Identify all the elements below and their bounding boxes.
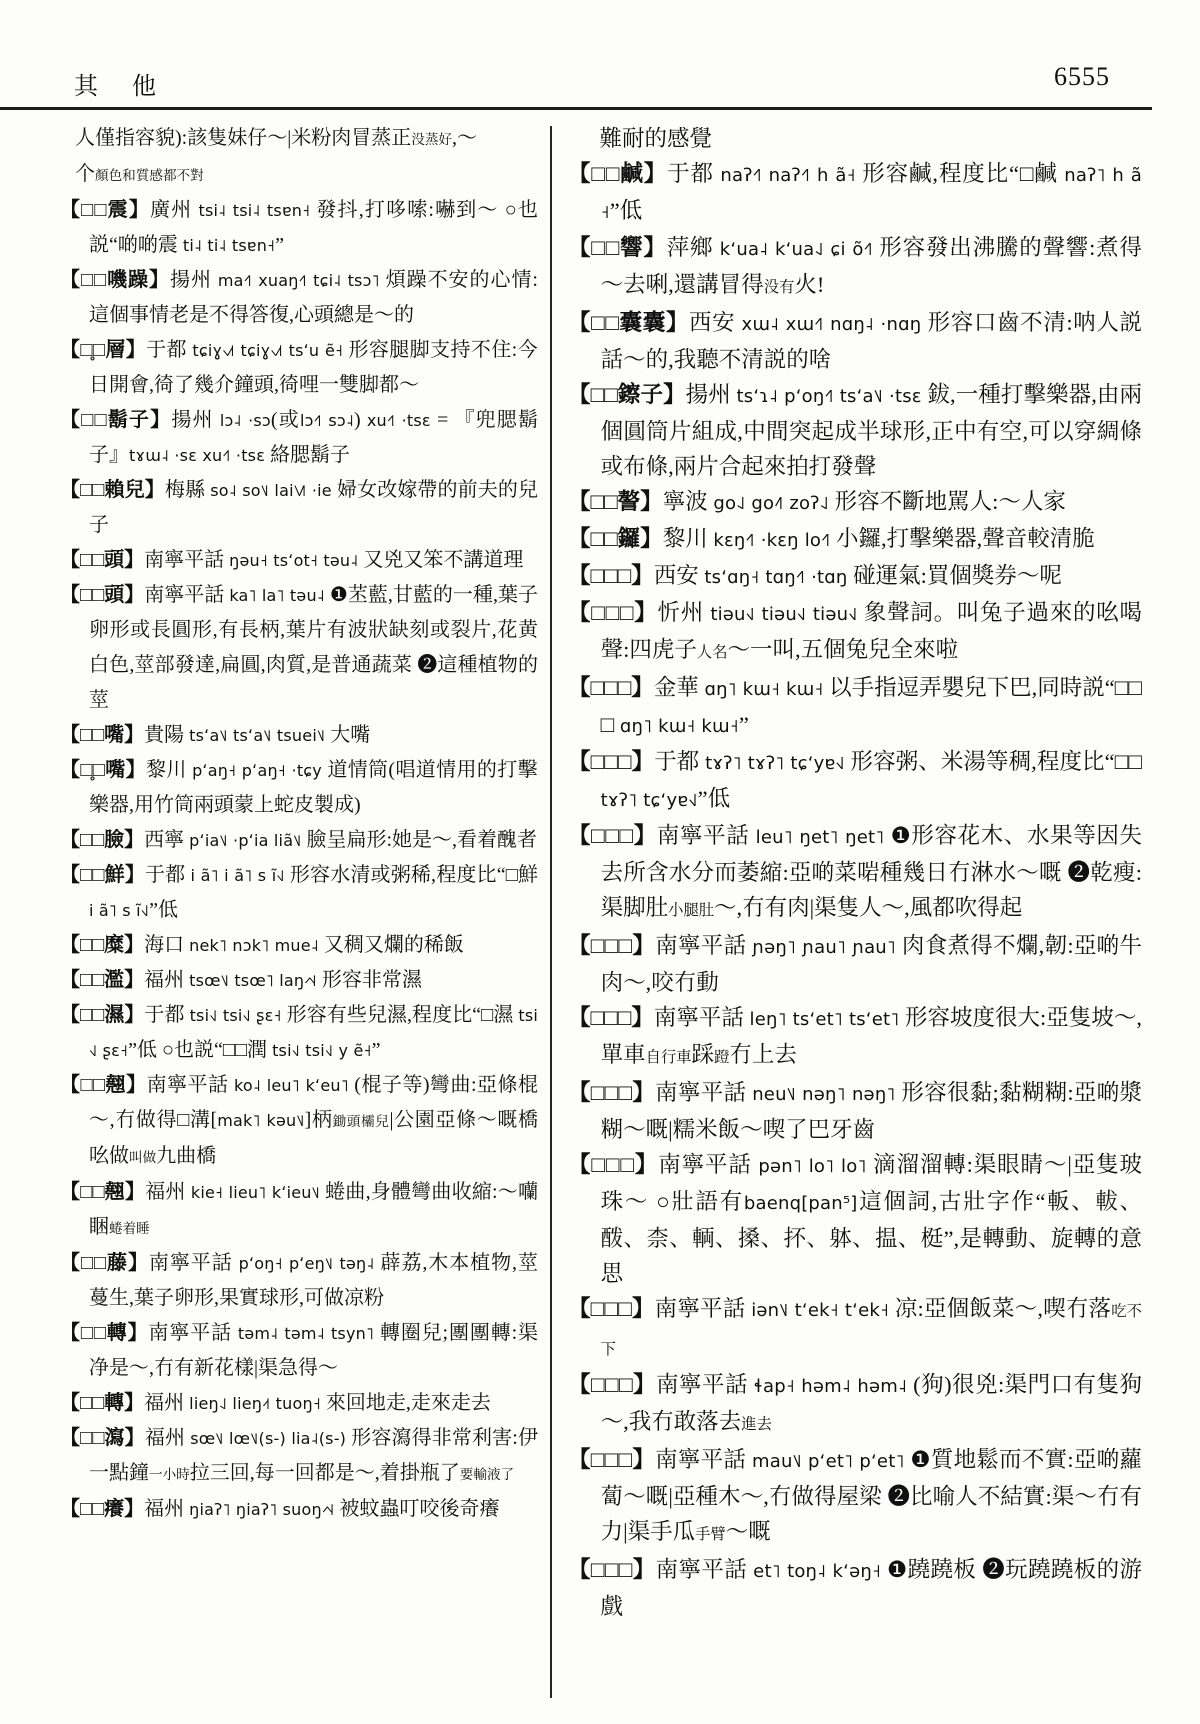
ipa-transcription: pʻia˥˩ ·pʻia liã˥˩ [189, 831, 302, 850]
entry-headword: 【□□□】 [568, 1557, 656, 1582]
ipa-transcription: tsi˨ tsi˨ tsɐn˧ [198, 201, 311, 220]
ipa-transcription: tsi˧˩ tsi˧˩ y ẽ˧ [272, 1041, 372, 1060]
entry-headword: 【□□賴兒】 [60, 479, 165, 501]
entry-headword: 【□□糜】 [60, 934, 145, 956]
dictionary-entry [60, 1492, 538, 1527]
continuation-paragraph [568, 121, 1142, 156]
entry-text: 肉食煮得不爛,韌:亞啲牛肉～,咬冇動 [600, 933, 1142, 995]
entry-text: 揚州 [171, 409, 220, 431]
ipa-transcription: pən˥ lo˥ lo˥ [758, 1156, 867, 1177]
entry-text: ❶苤藍,甘藍的一種,葉子卵形或長圓形,有長柄,葉片有波狀缺刻或裂片,花黄白色,莖部發達,扁圓,肉質,是普通蔬菜 ❷這種植物的莖 [89, 584, 538, 711]
dictionary-entry [568, 1075, 1142, 1147]
left-column [60, 121, 538, 1527]
entry-text: 黎川 [662, 526, 714, 551]
entry-text: 南寧平話 [656, 823, 756, 848]
entry-headword: 【□□鑼】 [568, 526, 663, 551]
right-column [568, 121, 1142, 1624]
entry-text: 黎川 [145, 759, 193, 781]
entry-text: 蜷曲,身體彎曲收縮:～囒睏 [89, 1181, 539, 1238]
ipa-transcription: pʻaŋ˧ pʻaŋ˧ ·tɕy [192, 761, 322, 780]
entry-text: ❶蹺蹺板 ❷玩蹺蹺板的游戲 [600, 1557, 1142, 1619]
dictionary-entry [60, 263, 538, 333]
entry-text: 南寧平話 [655, 1447, 753, 1472]
entry-text: ”低 ○也説“□□潤 [128, 1039, 273, 1061]
entry-headword: 【□̥□層】 [60, 339, 147, 361]
entry-headword: 【□□□】 [568, 1296, 655, 1321]
entry-headword: 【□□□】 [568, 1005, 654, 1030]
entry-headword: 【□□□】 [568, 1080, 656, 1105]
entry-headword: 【□□□】 [568, 1152, 659, 1177]
small-gloss: 没有 [763, 279, 795, 296]
dictionary-entry [60, 193, 538, 263]
ipa-transcription: tɤʔ˥ tɤʔ˥ tɕʻyɐ˧˩ [705, 753, 845, 774]
entry-text: 揚州 [169, 269, 218, 291]
entry-text: 碰運氣:買個獎券～呢 [847, 563, 1062, 588]
dictionary-entry [568, 1147, 1142, 1291]
dictionary-entry [568, 1552, 1142, 1624]
entry-headword: 【□□翹】 [60, 1181, 146, 1203]
entry-text: ” [275, 234, 285, 256]
ipa-transcription: tsʻa˥˩ tsʻa˥˩ tsuei˥˩ [189, 726, 326, 745]
entry-headword: 【□□頭】 [60, 549, 145, 571]
entry-headword: 【□□□】 [568, 675, 654, 700]
entry-text: = 『兜腮鬍子』 [89, 409, 538, 466]
ipa-transcription: xu˧˥ ·tsɛ [366, 411, 431, 430]
ipa-transcription: ŋiaʔ˥ ŋiaʔ˥ suoŋ˨˦˨ [189, 1500, 335, 1519]
column-divider [550, 126, 552, 1698]
ipa-transcription: tsœ˥˩ tsœ˥ laŋ˨˦˨ [189, 971, 317, 990]
ipa-transcription: i ã˥ s ĩ˧˩ [89, 901, 150, 920]
entry-headword: 【□□瀉】 [60, 1427, 145, 1449]
dictionary-entry [568, 1367, 1142, 1442]
ipa-transcription: lieŋ˨˩ lieŋ˨˦ tuoŋ˧ [189, 1394, 321, 1413]
entry-text: ,～ [452, 127, 478, 149]
entry-headword: 【□□轉】 [60, 1322, 149, 1344]
entry-text: 這個詞,古壯字作“䡊、軷、酦、柰、輌、搡、抔、躰、揾、梃”,是轉動、旋轉的意思 [600, 1189, 1142, 1286]
entry-text: 形容腿脚支持不住:今日開會,徛了幾介鐘頭,徛哩一雙脚都～ [89, 339, 539, 396]
dictionary-entry [568, 305, 1142, 377]
header-rule [0, 107, 1152, 110]
dictionary-entry [60, 1175, 538, 1246]
small-gloss: 叫做 [129, 1150, 157, 1165]
entry-text: 南寧平話 [654, 1296, 752, 1321]
ipa-transcription: təm˨ təm˨ tsyn˥ [237, 1324, 375, 1343]
entry-text: 火! [794, 272, 825, 297]
dictionary-entry [568, 1000, 1142, 1075]
entry-text: 南寧平話 [653, 1005, 750, 1030]
entry-text: 形容非常濕 [316, 969, 422, 991]
entry-text: 貴陽 [144, 724, 190, 746]
small-gloss: 鋤頭欛兒 [332, 1114, 390, 1129]
entry-text: 于都 [145, 864, 191, 886]
running-header-section-title: 其 他 [74, 74, 170, 100]
entry-text: ❶質地鬆而不實:亞啲蘿蔔～嘅|亞種木～,冇做得屋梁 ❷比喻人不結實:渠～冇有力|渠手瓜 [600, 1447, 1142, 1544]
entry-text: 大嘴 [325, 724, 371, 746]
dictionary-entry [60, 1246, 538, 1316]
entry-text: 小鑼,打擊樂器,聲音較清脆 [830, 526, 1095, 551]
dictionary-entry [568, 744, 1142, 818]
entry-headword: 【□□翹】 [60, 1074, 147, 1096]
entry-headword: 【□□□】 [568, 563, 654, 588]
ipa-transcription: ko˨ leu˥ kʻeu˥ [233, 1076, 349, 1095]
entry-text: ”低 [697, 786, 731, 811]
entry-text: 鈸,一種打擊樂器,由兩個圓筒片組成,中間突起成半球形,正中有空,可以穿綢條或布條,兩片合起來拍打發聲 [600, 382, 1142, 479]
entry-text: ❶形容花木、水果等因失去所含水分而萎縮:亞啲菜啱種幾日冇淋水～嘅 ❷乾瘦:渠脚肚 [600, 823, 1142, 920]
ipa-transcription: ka˥ la˥ təu˨ [229, 586, 325, 605]
entry-headword: 【□□嘴】 [60, 724, 145, 746]
entry-text: 形容鹹,程度比“□鹹 [855, 161, 1065, 186]
entry-text: 于都 [144, 1004, 190, 1026]
ipa-transcription: so˨ so˥˩ lai˥˩˥ ·ie [210, 481, 332, 500]
entry-text: 九曲橋 [156, 1145, 217, 1167]
entry-text: 形容不斷地駡人:～人家 [828, 489, 1066, 514]
entry-headword: 【□□□】 [568, 749, 655, 774]
entry-headword: 【□□□】 [568, 1372, 657, 1397]
small-gloss: 要輸液了 [459, 1467, 515, 1482]
small-gloss: 一小時 [149, 1467, 190, 1482]
ipa-transcription: kie˧ lieu˥ kʻieu˥˩ [190, 1183, 320, 1202]
small-gloss: 進去 [741, 1416, 772, 1433]
entry-text: 南寧平話 [656, 1372, 755, 1397]
entry-text: 形容口齒不清:呐人説話～的,我聽不清説的啥 [600, 310, 1142, 372]
ipa-transcription: leu˥ ŋet˥ ŋet˥ [755, 827, 885, 848]
entry-text: 人僅指容貌):該隻妹仔～|米粉肉冒蒸正 [75, 127, 412, 149]
dictionary-entry [60, 543, 538, 578]
entry-text: 南寧平話 [146, 1074, 234, 1096]
entry-headword: 【□□□】 [568, 823, 657, 848]
entry-headword: 【□□嘰躁】 [60, 269, 170, 291]
entry-text: 寧波 [662, 489, 714, 514]
entry-text: 難耐的感覺 [599, 126, 713, 151]
small-gloss: 顏色和質感都不對 [95, 168, 204, 183]
entry-headword: 【□̥□嘴】 [60, 759, 146, 781]
small-gloss: 蹬 [714, 1049, 730, 1066]
small-gloss: 人名 [696, 644, 728, 661]
entry-text: 象聲詞。叫兔子過來的吆喝聲:四虎子 [600, 600, 1142, 662]
continuation-paragraph [60, 121, 538, 157]
ipa-transcription: lɔ˨ ·sɔ [219, 411, 271, 430]
entry-text: ～一叫,五個兔兒全來啦 [727, 637, 959, 662]
ipa-transcription: naʔ˧˥ naʔ˧˥ h ã˧ [720, 165, 856, 186]
entry-text: 凉:亞個飯菜～,喫冇落 [889, 1296, 1112, 1321]
entry-text: 形容發出沸騰的聲響:煮得～去唎,還講冒得 [600, 235, 1142, 297]
entry-text: ” [738, 712, 749, 737]
dictionary-entry [60, 753, 538, 823]
entry-text: 于都 [654, 749, 706, 774]
entry-headword: 【□□濕】 [60, 1004, 145, 1026]
entry-headword: 【□□頭】 [60, 584, 145, 606]
entry-text: 西寧 [144, 829, 190, 851]
entry-text: 形容瀉得非常利害:伊一點鐘 [89, 1427, 538, 1484]
entry-text: 轉圈兒;團團轉:渠净是～,冇有新花樣|渠急得～ [89, 1322, 539, 1379]
ipa-transcription: kʻua˨ kʻua˨˩ ɕi õ˧˥ [719, 239, 873, 260]
entry-text: ～,冇有肉|渠隻人～,風都吹得起 [714, 895, 1023, 920]
dictionary-entry [60, 578, 538, 718]
entry-text: 个 [75, 163, 95, 185]
dictionary-entry [568, 1291, 1142, 1367]
entry-text: 福州 [145, 1181, 191, 1203]
entry-text: ”低 [609, 198, 643, 223]
dictionary-entry [60, 963, 538, 998]
entry-text: 形容很黏;黏糊糊:亞啲漿糊～嘅|糯米飯～喫了巴牙齒 [600, 1080, 1142, 1142]
entry-text: 南寧平話 [148, 1252, 239, 1274]
entry-text: 西安 [653, 563, 705, 588]
entry-text: 西安 [688, 310, 742, 335]
ipa-transcription: naʔ˥ h ã˧ [600, 165, 1142, 223]
ipa-transcription: xɯ˨ xɯ˧˥ nɑŋ˨ ·nɑŋ [741, 314, 922, 335]
dictionary-entry [568, 670, 1142, 744]
entry-text: 南寧平話 [144, 584, 230, 606]
ipa-transcription: ŋəu˧ tsʻot˧ təu˨ [229, 551, 359, 570]
ipa-transcription: sœ˥˩ lœ˥˩(s-) lia˨(s-) [190, 1429, 347, 1448]
entry-text: 福州 [144, 1498, 190, 1520]
entry-text: 又稠又爛的稀飯 [318, 934, 464, 956]
entry-text: (或 [270, 409, 300, 431]
entry-headword: 【□□□】 [568, 1447, 656, 1472]
ipa-transcription: i ã˥ i ã˥ s ĩ˧˩ [190, 866, 285, 885]
entry-text: 南寧平話 [148, 1322, 238, 1344]
entry-text: 南寧平話 [655, 1080, 753, 1105]
small-gloss: 手臂 [695, 1526, 726, 1543]
dictionary-entry [568, 818, 1142, 928]
entry-text: 南寧平話 [655, 1557, 754, 1582]
entry-text: 絡腮鬍子 [265, 444, 351, 466]
entry-text: 婦女改嫁帶的前夫的兒子 [89, 479, 538, 536]
entry-headword: 【□□鮮】 [60, 864, 145, 886]
dictionary-entry [568, 521, 1142, 558]
ipa-transcription: mak˥ kəu˥˩ [217, 1111, 305, 1130]
entry-text: 忻州 [657, 600, 711, 625]
dictionary-entry [60, 333, 538, 403]
entry-text: 梅縣 [164, 479, 211, 501]
entry-headword: 【□□囊囊】 [568, 310, 689, 335]
ipa-transcription: tsʻɑŋ˧ tɑŋ˧˥ ·tɑŋ [704, 567, 848, 588]
entry-text: ” [371, 1039, 381, 1061]
ipa-transcription: nek˥ nɔk˥ mue˨ [189, 936, 319, 955]
entry-text: 形容粥、米湯等稠,程度比“□□ [844, 749, 1142, 774]
entry-headword: 【□□癢】 [60, 1498, 145, 1520]
ipa-transcription: lɔ˧˥ sɔ˨ [299, 411, 354, 430]
entry-text: 南寧平話 [144, 549, 230, 571]
dictionary-entry [568, 928, 1142, 1000]
entry-headword: 【□□□】 [568, 600, 658, 625]
dictionary-entry [60, 1421, 538, 1492]
ipa-transcription: et˥ toŋ˨ kʻəŋ˧ [753, 1561, 882, 1582]
entry-headword: 【□□濫】 [60, 969, 145, 991]
entry-text: 又兇又笨不講道理 [358, 549, 524, 571]
entry-text: 海口 [144, 934, 190, 956]
dictionary-entry [60, 823, 538, 858]
entry-text: 來回地走,走來走去 [320, 1392, 491, 1414]
entry-text: 南寧平話 [658, 1152, 759, 1177]
ipa-transcription: mau˥˩ pʻet˥ pʻet˥ [752, 1451, 905, 1472]
small-gloss: 自行車 [645, 1049, 692, 1066]
entry-headword: 【□□轉】 [60, 1392, 145, 1414]
dictionary-entry [568, 1442, 1142, 1552]
ipa-transcription: tsʻɿ˨ pʻoŋ˧˥ tsʻa˥˩ ·tsɛ [736, 386, 922, 407]
entry-text: 福州 [144, 1427, 191, 1449]
ipa-transcription: iən˥˩ tʻek˧ tʻek˧ [751, 1300, 890, 1321]
continuation-paragraph [60, 157, 538, 193]
dictionary-entry [568, 230, 1142, 305]
entry-headword: 【□□震】 [60, 199, 151, 221]
entry-text: 廣州 [150, 199, 199, 221]
entry-headword: 【□□藤】 [60, 1252, 149, 1274]
dictionary-entry [60, 1316, 538, 1386]
dictionary-entry [60, 718, 538, 753]
ipa-transcription: tiəu˧˩ tiəu˧˩ tiəu˧˩ [710, 604, 858, 625]
ipa-transcription: ma˧˥ xuaŋ˧˥ tɕi˨ tsɔ˥ [217, 271, 380, 290]
ipa-transcription: ɑŋ˥ kɯ˧ kɯ˧ [619, 716, 739, 737]
dictionary-entry [60, 473, 538, 543]
ipa-transcription: leŋ˥ tsʻet˥ tsʻet˥ [749, 1009, 900, 1030]
entry-text: 被蚊蟲叮咬後奇癢 [334, 1498, 500, 1520]
entry-text: ”低 [149, 899, 178, 921]
entry-text: 福州 [144, 1392, 190, 1414]
dictionary-entry [568, 484, 1142, 521]
entry-text: ～嘅 [725, 1519, 771, 1544]
entry-headword: 【□□□】 [568, 933, 656, 958]
dictionary-entry [60, 1068, 538, 1175]
ipa-transcription: pʻoŋ˧ pʻeŋ˥˩ təŋ˨ [238, 1254, 375, 1273]
entry-text: 發抖,打哆嗦:嚇到～ ○也説“啲啲震 [89, 199, 539, 256]
entry-text: 道情筒(唱道情用的打擊樂器,用竹筒兩頭蒙上蛇皮製成) [89, 759, 538, 816]
small-gloss: 吃不下 [600, 1303, 1142, 1358]
entry-headword: 【□□響】 [568, 235, 667, 260]
ipa-transcription: ɬap˧ həm˨ həm˨ [754, 1376, 908, 1397]
dictionary-entry [60, 858, 538, 928]
ipa-transcription: tsi˧˩ tsi˧˩ ʂɛ˧ [189, 1006, 282, 1025]
entry-text: 拉三回,每一回都是～,着掛瓶了 [189, 1462, 460, 1484]
entry-text: 臉呈扁形:她是～,看着醜者 [301, 829, 538, 851]
entry-text: 南寧平話 [655, 933, 753, 958]
ipa-transcription: neu˥˩ nəŋ˥ nəŋ˥ [752, 1084, 896, 1105]
entry-text: 金華 [653, 675, 705, 700]
entry-text: 形容有些兒濕,程度比“□濕 [281, 1004, 519, 1026]
entry-text: 福州 [144, 969, 190, 991]
dictionary-entry [568, 558, 1142, 595]
entry-headword: 【□□臉】 [60, 829, 145, 851]
ipa-transcription: tɤɯ˨ ·sɛ xu˧˥ ·tsɛ [129, 446, 266, 465]
entry-text: 煩躁不安的心情:這個事情老是不得答復,心頭總是～的 [89, 269, 538, 326]
entry-text: (棍子等)彎曲:亞條棍～,冇做得□溝[ [89, 1074, 538, 1131]
entry-text: |公園亞條～嘅橋吆做 [89, 1109, 538, 1167]
ipa-transcription: tsi˧˩ ʂɛ˧ [89, 1006, 538, 1060]
dictionary-entry [60, 928, 538, 963]
entry-text: 形容水清或粥稀,程度比“□鮮 [284, 864, 538, 886]
ipa-transcription: ɑŋ˥ kɯ˧ kɯ˧ [704, 679, 824, 700]
ipa-transcription: ti˨ ti˨ tsɐn˧ [182, 236, 276, 255]
ipa-transcription: baenq[pan⁵] [743, 1193, 858, 1214]
entry-text: 冇上去 [729, 1042, 797, 1067]
dictionary-entry [568, 595, 1142, 670]
page-number: 6555 [1054, 62, 1110, 91]
entry-text: 形容坡度很大:亞隻坡～,單車 [600, 1005, 1142, 1067]
entry-text: 于都 [667, 161, 721, 186]
dictionary-entry [568, 156, 1142, 230]
entry-text: 以手指逗弄嬰兒下巴,同時説“□□□ [600, 675, 1142, 737]
entry-text: 薜荔,木本植物,莖蔓生,葉子卵形,果實球形,可做凉粉 [89, 1252, 539, 1309]
ipa-transcription: tɤʔ˥ tɕʻyɐ˧˩ [600, 790, 698, 811]
entry-text: (狗)很兇:渠門口有隻狗～,我冇敢落去 [600, 1372, 1142, 1434]
entry-text: ]柄 [304, 1109, 333, 1131]
dictionary-entry [60, 403, 538, 473]
dictionary-entry [60, 1386, 538, 1421]
entry-headword: 【□□鬍子】 [60, 409, 172, 431]
entry-text: 滴溜溜轉:渠眼睛～|亞隻玻珠～ ○壯語有 [600, 1152, 1142, 1214]
entry-headword: 【□□鑔子】 [568, 382, 686, 407]
ipa-transcription: tɕiɣ˧˩˦ tɕiɣ˧˩˦ tsʻu ẽ˧ [192, 341, 344, 360]
entry-text: 揚州 [685, 382, 737, 407]
entry-text: 萍鄉 [666, 235, 720, 260]
ipa-transcription: ɲəŋ˥ ɲau˥ ɲau˥ [752, 937, 896, 958]
small-gloss: 蜷着睡 [109, 1221, 150, 1236]
entry-headword: 【□□謷】 [568, 489, 663, 514]
small-gloss: 没蒸好 [411, 132, 453, 147]
dictionary-entry [568, 377, 1142, 484]
entry-text: ) [353, 409, 367, 431]
entry-text: 于都 [146, 339, 193, 361]
entry-headword: 【□□鹹】 [568, 161, 668, 186]
small-gloss: 小腿肚 [668, 902, 715, 919]
entry-text: 踩 [691, 1042, 715, 1067]
dictionary-entry [60, 998, 538, 1068]
ipa-transcription: go˨˩ go˨˥ zoʔ˨˩ [713, 493, 829, 514]
ipa-transcription: kɛŋ˧˥ ·kɛŋ lo˧˥ [713, 530, 831, 551]
